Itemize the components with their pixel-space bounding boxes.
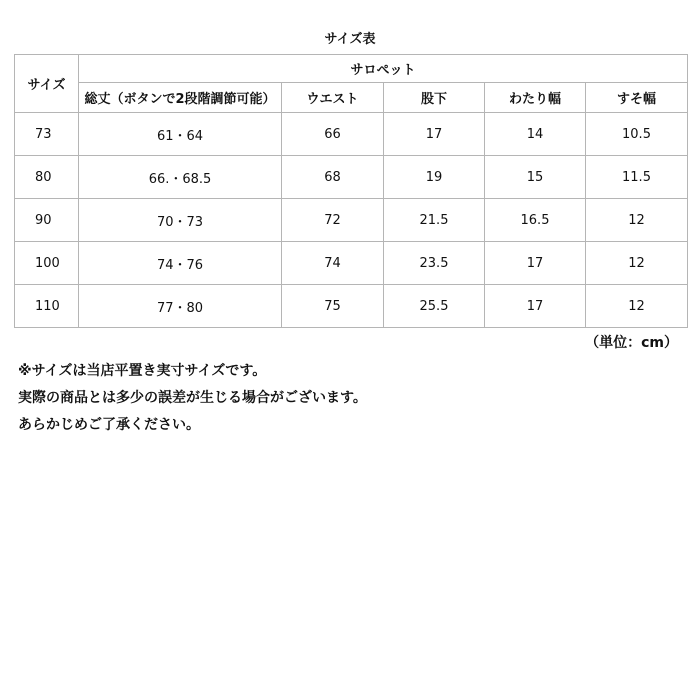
size-cell: 110 xyxy=(15,285,79,328)
waist-cell: 74 xyxy=(282,242,384,285)
page-title: サイズ表 xyxy=(324,32,376,47)
table-row xyxy=(15,242,688,285)
thigh-width-cell: 16.5 xyxy=(485,199,586,242)
thigh-width-cell: 17 xyxy=(485,242,586,285)
hem-width-cell: 11.5 xyxy=(586,156,688,199)
unit-note: （単位：cm） xyxy=(585,335,678,351)
hem-width-cell: 10.5 xyxy=(586,113,688,156)
hem-width-cell: 12 xyxy=(586,199,688,242)
size-header: サイズ xyxy=(15,55,79,113)
total-length-cell: 77・80 xyxy=(79,285,282,328)
thigh-width-cell: 14 xyxy=(485,113,586,156)
waist-cell: 72 xyxy=(282,199,384,242)
column-header-hem-width: すそ幅 xyxy=(586,83,688,113)
table-row xyxy=(15,285,688,328)
note-line: あらかじめご了承ください。 xyxy=(18,417,200,433)
inseam-cell: 17 xyxy=(384,113,485,156)
waist-cell: 68 xyxy=(282,156,384,199)
size-cell: 73 xyxy=(15,113,79,156)
size-cell: 90 xyxy=(15,199,79,242)
total-length-cell: 74・76 xyxy=(79,242,282,285)
inseam-cell: 25.5 xyxy=(384,285,485,328)
column-header-inseam: 股下 xyxy=(384,83,485,113)
total-length-cell: 61・64 xyxy=(79,113,282,156)
total-length-cell: 66.・68.5 xyxy=(79,156,282,199)
thigh-width-cell: 15 xyxy=(485,156,586,199)
column-header-total-length: 総丈（ボタンで2段階調節可能） xyxy=(79,83,282,113)
hem-width-cell: 12 xyxy=(586,285,688,328)
size-cell: 100 xyxy=(15,242,79,285)
waist-cell: 75 xyxy=(282,285,384,328)
inseam-cell: 21.5 xyxy=(384,199,485,242)
table-header-row xyxy=(15,55,688,83)
inseam-cell: 23.5 xyxy=(384,242,485,285)
inseam-cell: 19 xyxy=(384,156,485,199)
table-row xyxy=(15,113,688,156)
size-cell: 80 xyxy=(15,156,79,199)
size-table xyxy=(14,54,688,328)
table-row xyxy=(15,199,688,242)
note-line: 実際の商品とは多少の誤差が生じる場合がございます。 xyxy=(18,390,367,406)
hem-width-cell: 12 xyxy=(586,242,688,285)
waist-cell: 66 xyxy=(282,113,384,156)
notes xyxy=(18,358,367,439)
total-length-cell: 70・73 xyxy=(79,199,282,242)
column-header-thigh-width: わたり幅 xyxy=(485,83,586,113)
table-row xyxy=(15,156,688,199)
group-header: サロペット xyxy=(79,55,688,83)
table-column-header-row xyxy=(15,83,688,113)
note-line: ※サイズは当店平置き実寸サイズです。 xyxy=(18,363,267,379)
column-header-waist: ウエスト xyxy=(282,83,384,113)
thigh-width-cell: 17 xyxy=(485,285,586,328)
